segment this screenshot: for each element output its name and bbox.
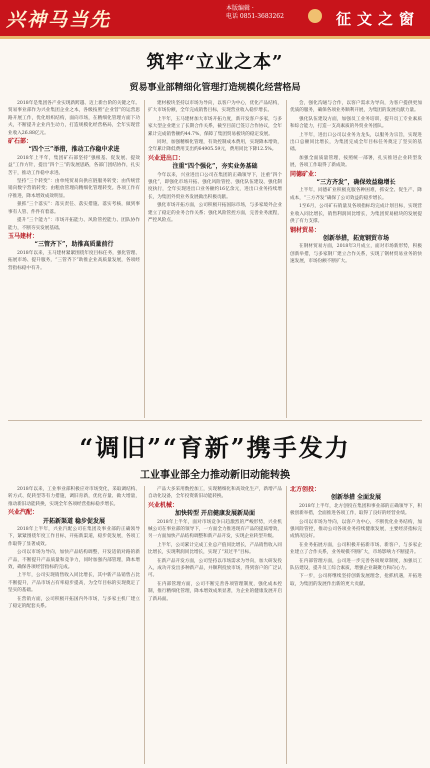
column-divider [286,486,287,764]
paragraph: 2018年上半年，面对市场竞争日趋激烈的严峻形势，兴业机械公司在事业部的领导下，一方面全力推进现有产品的提质增效，另一方面加快产品结构调整和新产品开发，实现企业转型升级。 [148,519,282,540]
article1-subtitle: 贸易事业部精细化管理打造规模化经营格局 [129,83,301,93]
paragraph: 上半年，公司累计完成工业总产值同比增长，产品销售收入同比增长，实现利润同比增长，实现了“双过半”目标。 [148,542,282,556]
paragraph: 在业务拓展方面，公司积极开拓新市场、新客户，与多家企业建立了合作关系，业务规模不断扩大，市场影响力不断提升。 [290,542,422,556]
paragraph: 狠抓“三个落实”：落实责任、落实措施、落实考核，做到事事有人管、件件有着落。 [8,202,140,215]
paragraph: 会，强化沟通与合作，以客户需求为导向，为客户提供更加优质的服务，确保各项业务顺利开展，为集团的发展贡献力量。 [290,101,422,114]
column-divider [144,100,145,418]
section-heading-tongde: “三方齐发”，确保效益稳增长 [316,179,396,187]
column-divider [144,486,145,764]
paragraph: 在内部管理方面，公司不断完善各项管理制度，强化成本控制，推行精细化管理，降本增效成果显著，为企业的健康发展开启了新局面。 [148,581,282,602]
paragraph: 上半年，玉马建材加大市场开拓力度，新开发客户多家，与多家大型企业建立了长期合作关系，截至目前已签订合作协议，全年累计完成销售额约44.7%，保障了集团贸易板块的稳定发展。 [148,116,282,137]
section-label-tongde: 同德矿业： [290,170,321,178]
paragraph: 上半年，公司实现销售收入同比增长，其中新产品销售占比不断提升，产品市场占有率稳步提高，为全年目标的实现奠定了坚实的基础。 [8,573,140,594]
masthead-editor: 本版编辑 · [226,5,254,12]
masthead-title: 兴神马当先 [6,9,112,31]
paragraph: 今年以来，兴业进出口公司在集团的正确领导下，注重“四个强化”，即强化市场开拓、强化风险管控、强化队伍建设、强化制度执行，全年实现进出口业务额约16亿余元，进出口业务持续增长，为集团外贸业务发展做出积极贡献。 [148,172,282,200]
paragraph: 在钢材贸易方面，2018年3月成立，面对市场新形势，积极创新举措，与多家钢厂建立合作关系，实现了钢材贸易业务的快速发展，市场份额不断扩大。 [290,244,422,265]
column-divider [286,100,287,418]
section-label-auto-parts: 兴业汽配： [8,509,39,517]
section-heading-yuma: “三管齐下”，助推高质量前行 [34,241,114,249]
article2-column-1 [8,486,140,764]
paragraph: 1至6月，公司矿石销量及各项指标均完成计划目标，实现营业收入同比增长，销售利润同比增长，为集团贸易板块的发展提供了有力支撑。 [290,204,422,225]
paragraph: 上半年，进出口公司以业务为龙头，以服务为宗旨，实现进出口总额同比增长，为集团完成全年目标任务奠定了坚实的基础。 [290,132,422,153]
paragraph: 提升“三个能力”：市场开拓能力、风险管控能力、团队协作能力，不断夯实发展基础。 [8,218,140,231]
paragraph: 在营销方面，公司积极开拓国内外市场，与多家主机厂建立了稳定的配套关系。 [8,596,140,610]
article2-column-2 [148,486,282,764]
masthead-phone: 电话 0851-3683262 [226,13,284,20]
masthead-info [226,5,284,21]
masthead [0,0,430,36]
section-heading-machinery: 加快转型 开启健康发展新局面 [174,510,256,518]
paragraph: 公司以市场为导向，加快产品结构调整，开发适销对路的新产品，不断提升产品质量和竞争力，同时加强内部管理，降本增效，确保各项经营指标的完成。 [8,550,140,571]
paragraph: 加强全面质量管理，按照统一部署，扎实推进企业转型发展，各项工作取得了新成效。 [290,155,422,169]
article1-column-1 [8,100,140,418]
section-label-north-venture: 北方创投： [290,486,321,493]
section-heading-north-venture: 创新举措 全面发展 [330,494,382,502]
article1-title: 筑牢“立业之本” [146,52,284,73]
section-title: 征文之窗 [335,10,420,28]
section-label-ore: 矿石部： [8,138,33,146]
paragraph: 产品大多采用数控加工，实现精细化和高效化生产，新增产品自动化设备，全年投资新旧动能转换。 [148,487,282,500]
paragraph: 在内部管理方面，公司进一步完善各项规章制度，加强员工队伍建设，提升员工综合素质，增强企业凝聚力和向心力。 [290,558,422,572]
article2-subtitle: 工业事业部全力推动新旧动能转换 [140,470,290,481]
section-label-yuma: 玉马建材： [8,232,39,240]
paragraph: 2018年上半年，兴业汽配公司在集团及事业部的正确领导下，紧紧围绕年度工作目标，开拓新渠道，稳步促发展，各项工作取得了显著成效。 [8,527,140,547]
paragraph: 2018年上半年，集团矿石部坚持“强根基、促发展、提效益”工作方针，提出“四个三”的发展思路，各部门团结协作，扎实苦干，推动工作稳中求进。 [8,155,140,176]
paragraph: 坚持“三个转变”：由单纯贸易向供应链服务转变；由传统营销向数字营销转变；由粗放管理向精细化管理转变。各项工作有序推进，降本增效成效明显。 [8,179,140,199]
paragraph: 强化队伍建设方面，加强员工业务培训，提升员工专业素质和综合能力，打造一支高素质的外贸业务团队。 [290,116,422,130]
section-label-steel: 钢材贸易： [290,226,321,234]
article2-column-3 [290,486,422,764]
paragraph: 上半年，同德矿业积极克服各种困难，抓安全、促生产、降成本，“三方齐发”确保了公司效益的稳步增长。 [290,188,422,201]
section-heading-auto-parts: 开拓新渠道 稳步促发展 [42,517,106,525]
paragraph: 公司以市场为导向，以客户为中心，不断优化业务结构，加强风险管控，推动公司各项业务持续健康发展，主要经济指标完成情况良好。 [290,519,422,540]
article-divider [8,420,422,421]
paragraph: 强化市场开拓方面，公司积极开拓国际市场，与多家境外企业建立了稳定的业务合作关系；强化风险管控方面，完善业务流程，严控风险点。 [148,203,282,224]
header-strip [0,36,430,39]
paragraph: 同时，加强精细化管理，有效控制成本费用，实现降本增效，全年累计降低费用支出约64905.59元，费用同比下降12.5%。 [148,140,282,153]
article1-column-2 [148,100,282,418]
paragraph: 在新产品开发方面，公司坚持以市场需求为导向，加大研发投入，成功开发出多种新产品，并顺利投放市场，得到客户的广泛认可。 [148,558,282,579]
section-heading-import-export: 注重“四个强化”，夯实业务基础 [172,163,258,171]
article1-column-3 [290,100,422,418]
section-heading-ore: “四个三”举措，推动工作稳中求进 [28,146,120,154]
article2-title: “调旧”“育新”携手发力 [79,433,351,462]
section-heading-steel: 创新举措，拓宽钢贸市场 [322,234,389,242]
paragraph: 下一步，公司将继续坚持创新发展理念，抢抓机遇，开拓进取，为集团的发展作出新的更大贡献。 [290,574,422,587]
section-label-import-export: 兴业进出口： [148,154,185,162]
paragraph: 2018年以来，工业事业部积极应对市场变化，采取调结构、转方式、促转型等有力措施，调旧育新，优化存量、做大增量，推动新旧动能转换，实现全年各项经营指标稳步增长。 [8,487,140,507]
paragraph: 建材板块坚持以市场为导向，以客户为中心，优化产品结构，扩大市场份额，全年完成销售目标，实现营业收入稳步增长。 [148,101,282,114]
paragraph: 2018年以来，玉马建材紧紧围绕年度目标任务，强化管理、拓展市场、提升服务，“三管齐下”助推企业高质量发展，各项经营指标稳中有升。 [8,250,140,271]
section-label-machinery: 兴业机械： [148,501,179,509]
paragraph: 2018年上半年，北方创投在集团和事业部的正确领导下，积极创新举措，全面推进各项工作，取得了良好的经营业绩。 [290,503,422,517]
article1-intro: 2018年是集团各产业实现新跨越、迈上新台阶的关键之年。贸易事业部作为兴业集团企业之本，各级按照“企业营”的运营思路开展工作，优化组织结构，面向市场，在精细化管理方面下功夫，不断提升企业内生动力，打造规模化经营格局，全年实现营业收入26.88亿元。 [8,101,140,136]
sun-icon [308,9,322,23]
